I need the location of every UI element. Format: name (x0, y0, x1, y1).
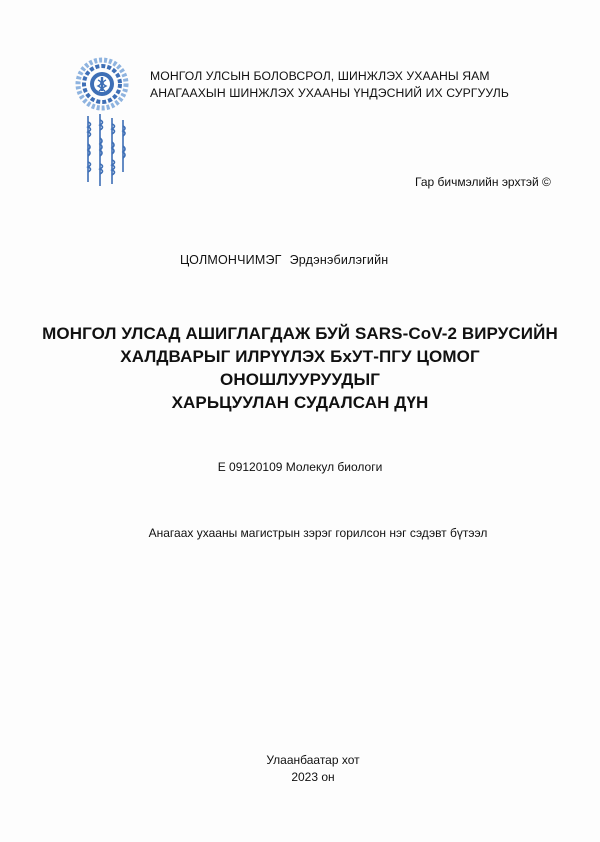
author-given-name: Эрдэнэбилэгийн (289, 253, 389, 267)
title-line: ХАРЬЦУУЛАН СУДАЛСАН ДҮН (171, 393, 429, 412)
institution-header (150, 68, 509, 102)
city: Улаанбаатар хот (266, 753, 360, 767)
author-name (180, 253, 388, 267)
place-and-year (0, 752, 600, 786)
mongolian-script-emblem (80, 112, 128, 190)
degree-statement: Анагаах ухааны магистрын зэрэг горилсон нэг сэдэвт бүтээл (148, 526, 488, 540)
university-emblem-icon (74, 56, 130, 116)
author-surname: ЦОЛМОНЧИМЭГ (180, 253, 282, 267)
university-name: АНАГААХЫН ШИНЖЛЭХ УХААНЫ ҮНДЭСНИЙ ИХ СУРГУУЛЬ (150, 86, 509, 100)
specialty-code: Е 09120109 Молекул биологи (217, 460, 383, 474)
copyright-note: Гар бичмэлийн эрхтэй © (415, 175, 551, 189)
title-line: ХАЛДВАРЫГ ИЛРҮҮЛЭХ БхУТ-ПГУ ЦОМОГ ОНОШЛУУРУУДЫГ (120, 347, 480, 389)
title-line: МОНГОЛ УЛСАД АШИГЛАГДАЖ БУЙ SARS-CoV-2 ВИРУСИЙН (42, 324, 558, 343)
thesis-title (40, 322, 560, 414)
year: 2023 он (291, 770, 335, 784)
ministry-name: МОНГОЛ УЛСЫН БОЛОВСРОЛ, ШИНЖЛЭХ УХААНЫ ЯАМ (150, 69, 490, 83)
